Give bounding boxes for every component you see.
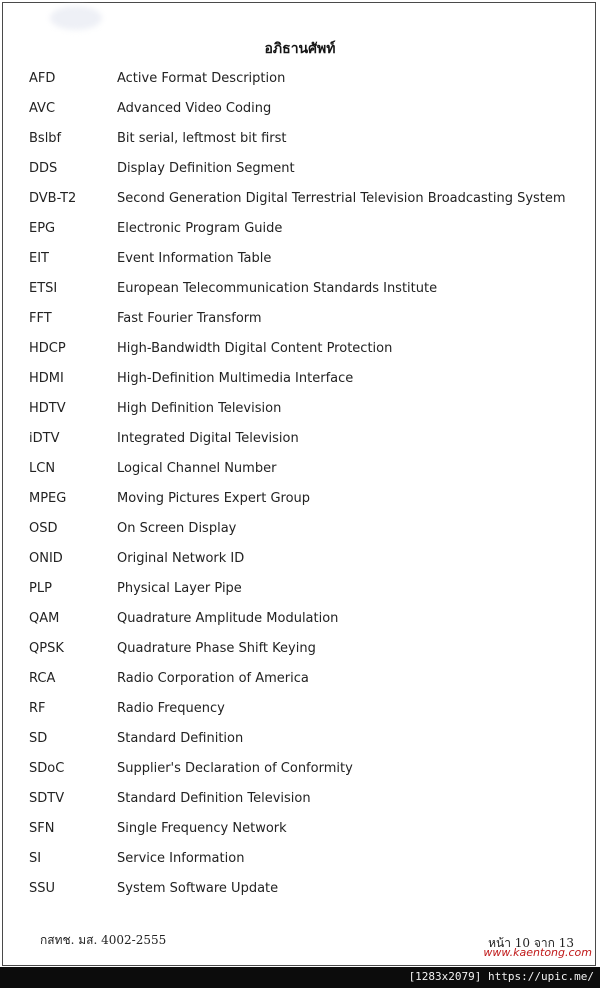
glossary-entry bbox=[0, 431, 600, 453]
glossary-abbreviation: QPSK bbox=[29, 641, 64, 656]
glossary-entry bbox=[0, 281, 600, 303]
glossary-definition: Single Frequency Network bbox=[117, 821, 287, 836]
glossary-definition: Supplier's Declaration of Conformity bbox=[117, 761, 353, 776]
glossary-entry bbox=[0, 761, 600, 783]
glossary-abbreviation: RCA bbox=[29, 671, 56, 686]
glossary-definition: Moving Pictures Expert Group bbox=[117, 491, 311, 506]
glossary-entry bbox=[0, 821, 600, 843]
standard-code: กสทช. มส. 4002-2555 bbox=[40, 933, 167, 947]
glossary-definition: Radio Frequency bbox=[117, 701, 225, 716]
image-info-bar bbox=[0, 967, 600, 988]
glossary-entry bbox=[0, 491, 600, 513]
glossary-abbreviation: ETSI bbox=[29, 281, 58, 296]
glossary-definition: High-Definition Multimedia Interface bbox=[117, 371, 354, 386]
glossary-abbreviation: EIT bbox=[29, 251, 49, 266]
glossary-abbreviation: SSU bbox=[29, 881, 56, 896]
glossary-abbreviation: SDoC bbox=[29, 761, 65, 776]
glossary-entry bbox=[0, 611, 600, 633]
glossary-definition: Event Information Table bbox=[117, 251, 272, 266]
glossary-definition: Logical Channel Number bbox=[117, 461, 277, 476]
glossary-abbreviation: FFT bbox=[29, 311, 52, 326]
glossary-definition: Bit serial, leftmost bit first bbox=[117, 131, 287, 146]
glossary-entry bbox=[0, 521, 600, 543]
glossary-entry bbox=[0, 401, 600, 423]
glossary-definition: Original Network ID bbox=[117, 551, 245, 566]
glossary-abbreviation: PLP bbox=[29, 581, 52, 596]
glossary-entry bbox=[0, 851, 600, 873]
glossary-definition: European Telecommunication Standards Institute bbox=[117, 281, 438, 296]
glossary-definition: Service Information bbox=[117, 851, 245, 866]
glossary-abbreviation: RF bbox=[29, 701, 46, 716]
glossary-definition: Electronic Program Guide bbox=[117, 221, 283, 236]
glossary-entry bbox=[0, 251, 600, 273]
glossary-entry bbox=[0, 221, 600, 243]
glossary-abbreviation: HDMI bbox=[29, 371, 64, 386]
glossary-definition: Fast Fourier Transform bbox=[117, 311, 262, 326]
glossary-definition: High-Bandwidth Digital Content Protection bbox=[117, 341, 393, 356]
glossary-entry bbox=[0, 461, 600, 483]
glossary-abbreviation: DDS bbox=[29, 161, 58, 176]
glossary-definition: Display Definition Segment bbox=[117, 161, 295, 176]
glossary-entry bbox=[0, 311, 600, 333]
page-number: หน้า 10 จาก 13 bbox=[488, 936, 574, 950]
glossary-entry bbox=[0, 551, 600, 573]
glossary-definition: Physical Layer Pipe bbox=[117, 581, 242, 596]
glossary-abbreviation: SI bbox=[29, 851, 42, 866]
glossary-entry bbox=[0, 371, 600, 393]
glossary-abbreviation: HDTV bbox=[29, 401, 66, 416]
page-title: อภิธานศัพท์ bbox=[264, 41, 336, 57]
glossary-definition: Quadrature Amplitude Modulation bbox=[117, 611, 339, 626]
glossary-entry bbox=[0, 191, 600, 213]
glossary-abbreviation: QAM bbox=[29, 611, 60, 626]
glossary-entry bbox=[0, 131, 600, 153]
image-info-text: [1283x2079] https://upic.me/ bbox=[408, 970, 594, 983]
glossary-entry bbox=[0, 791, 600, 813]
glossary-entry bbox=[0, 71, 600, 93]
glossary-definition: Second Generation Digital Terrestrial Television Broadcasting System bbox=[117, 191, 566, 206]
glossary-entry bbox=[0, 671, 600, 693]
glossary-definition: Standard Definition Television bbox=[117, 791, 311, 806]
glossary-entry bbox=[0, 701, 600, 723]
glossary-definition: System Software Update bbox=[117, 881, 279, 896]
glossary-abbreviation: AFD bbox=[29, 71, 56, 86]
glossary-abbreviation: HDCP bbox=[29, 341, 66, 356]
glossary-abbreviation: SD bbox=[29, 731, 48, 746]
glossary-abbreviation: DVB-T2 bbox=[29, 191, 77, 206]
glossary-entry bbox=[0, 101, 600, 123]
glossary-abbreviation: iDTV bbox=[29, 431, 60, 446]
glossary-entry bbox=[0, 881, 600, 903]
glossary-abbreviation: OSD bbox=[29, 521, 58, 536]
glossary-definition: On Screen Display bbox=[117, 521, 237, 536]
scan-smudge bbox=[50, 6, 102, 30]
glossary-entry bbox=[0, 641, 600, 663]
glossary-entry bbox=[0, 731, 600, 753]
glossary-definition: Integrated Digital Television bbox=[117, 431, 299, 446]
glossary-abbreviation: SFN bbox=[29, 821, 55, 836]
glossary-entry bbox=[0, 581, 600, 603]
glossary-abbreviation: MPEG bbox=[29, 491, 67, 506]
glossary-abbreviation: EPG bbox=[29, 221, 56, 236]
glossary-abbreviation: Bslbf bbox=[29, 131, 62, 146]
glossary-entry bbox=[0, 341, 600, 363]
glossary-definition: Quadrature Phase Shift Keying bbox=[117, 641, 316, 656]
glossary-definition: Active Format Description bbox=[117, 71, 286, 86]
watermark-link[interactable]: www.kaentong.com bbox=[483, 946, 592, 959]
glossary-definition: Advanced Video Coding bbox=[117, 101, 272, 116]
glossary-abbreviation: LCN bbox=[29, 461, 56, 476]
glossary-definition: Standard Definition bbox=[117, 731, 244, 746]
glossary-abbreviation: SDTV bbox=[29, 791, 65, 806]
glossary-definition: High Definition Television bbox=[117, 401, 282, 416]
glossary-entry bbox=[0, 161, 600, 183]
glossary-abbreviation: AVC bbox=[29, 101, 56, 116]
glossary-definition: Radio Corporation of America bbox=[117, 671, 309, 686]
glossary-abbreviation: ONID bbox=[29, 551, 63, 566]
